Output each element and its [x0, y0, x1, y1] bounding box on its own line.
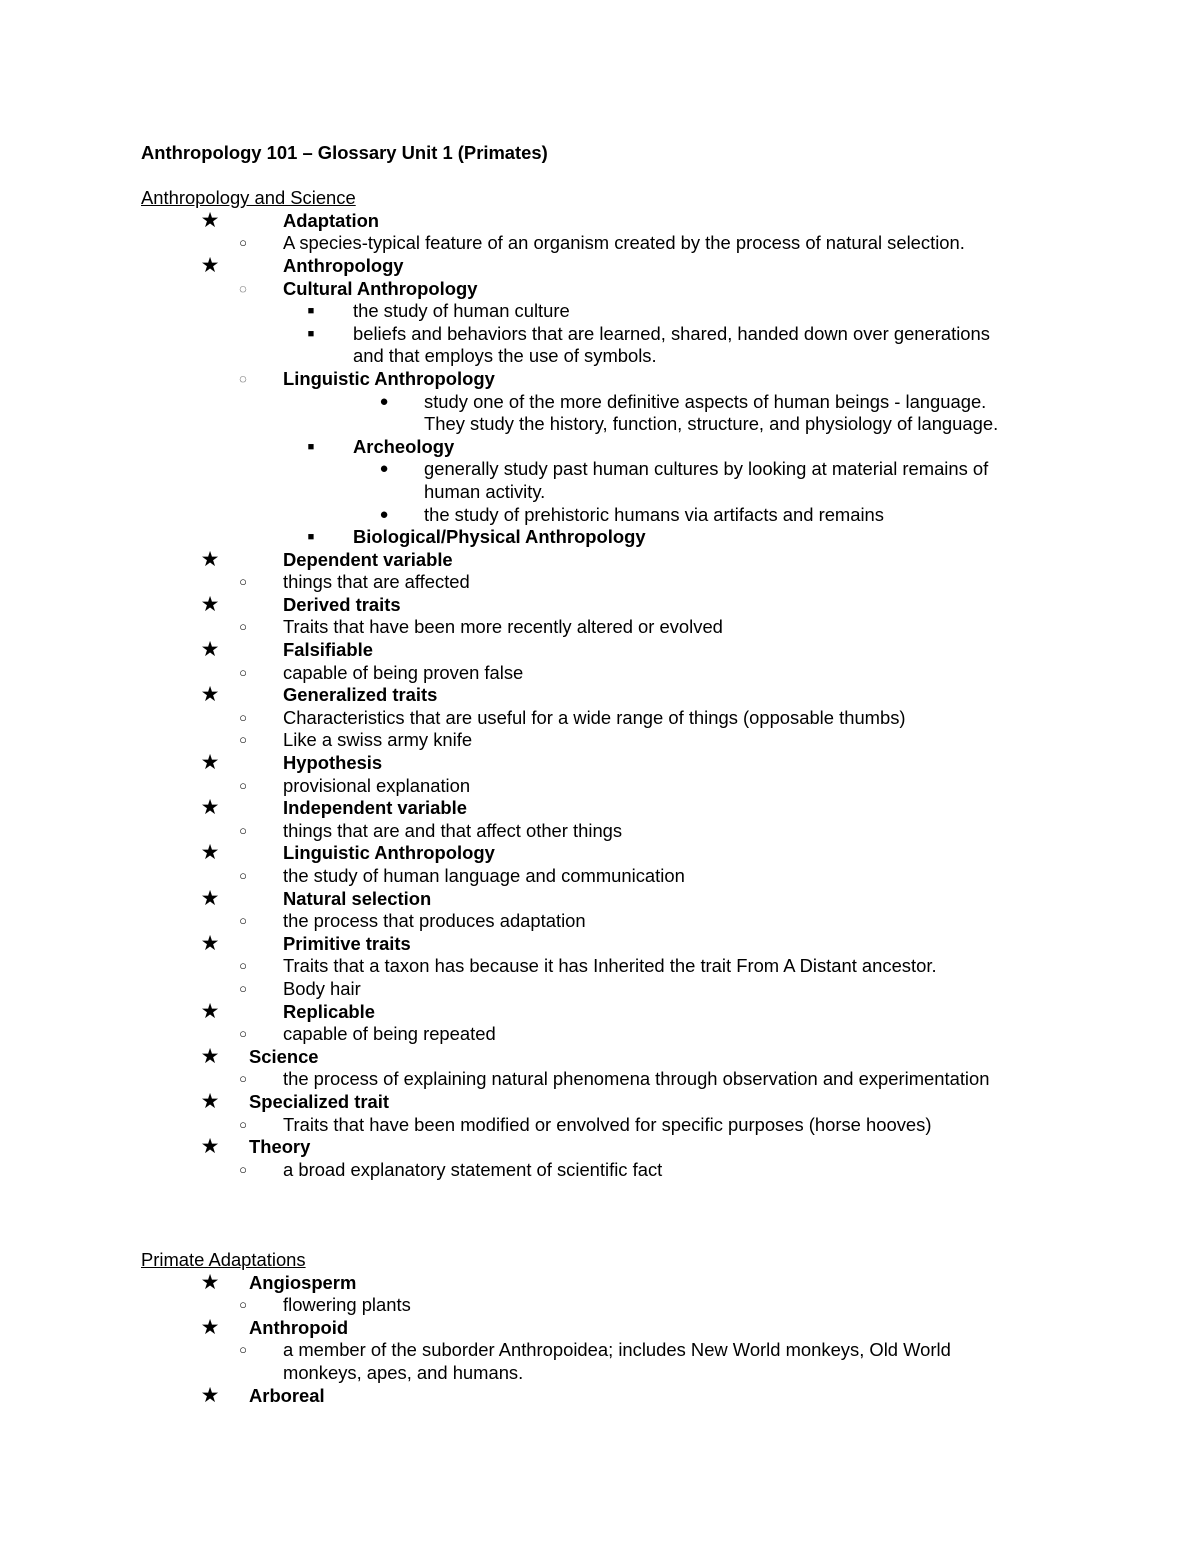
circle-bullet-icon: ○	[239, 958, 247, 974]
term-label: Arboreal	[249, 1384, 325, 1406]
star-bullet-icon: ★	[200, 886, 220, 910]
glossary-definition	[0, 571, 1200, 594]
term-label: Primitive traits	[283, 932, 411, 954]
glossary-definition	[0, 413, 1200, 436]
star-bullet-icon: ★	[200, 638, 220, 662]
circle-bullet-icon: ○	[239, 822, 247, 838]
star-bullet-icon: ★	[200, 1383, 220, 1407]
term-label: Biological/Physical Anthropology	[353, 526, 646, 548]
glossary-term	[0, 684, 1200, 707]
circle-bullet-icon: ○	[239, 1026, 247, 1042]
glossary-term	[0, 639, 1200, 662]
glossary-document	[0, 142, 1200, 1407]
blank-line	[0, 1204, 1200, 1227]
glossary-definition	[0, 1068, 1200, 1091]
circle-bullet-icon: ○	[239, 732, 247, 748]
term-label: Anthropology	[283, 254, 404, 276]
term-label: Adaptation	[283, 209, 380, 231]
term-label: Derived traits	[283, 593, 401, 615]
definition-text: the study of human language and communication	[283, 865, 685, 886]
glossary-definition	[0, 1339, 1200, 1362]
definition-text: capable of being repeated	[283, 1023, 496, 1045]
definition-text: provisional explanation	[283, 774, 471, 796]
term-label: Linguistic Anthropology	[283, 842, 495, 864]
square-bullet-icon: ■	[307, 305, 315, 318]
definition-text: Traits that have been modified or envolved for specific purposes (horse hooves)	[283, 1113, 932, 1135]
glossary-definition	[0, 865, 1200, 888]
circle-bullet-icon: ○	[239, 868, 247, 883]
glossary-definition	[0, 1294, 1200, 1317]
definition-text: flowering plants	[283, 1294, 411, 1316]
definition-text: things that are and that affect other things	[283, 819, 623, 841]
definition-text: human activity.	[424, 480, 546, 502]
glossary-term	[0, 888, 1200, 911]
star-bullet-icon: ★	[200, 841, 220, 865]
term-label: Dependent variable	[283, 548, 453, 570]
star-bullet-icon: ★	[200, 1044, 220, 1068]
circle-bullet-icon: ○	[239, 1161, 247, 1177]
glossary-term	[0, 752, 1200, 775]
glossary-term	[0, 436, 1200, 459]
glossary-definition	[0, 662, 1200, 685]
dot-bullet-icon: ●	[379, 505, 389, 523]
term-label: Natural selection	[283, 887, 432, 909]
term-label: Falsifiable	[283, 639, 373, 661]
definition-text: Body hair	[283, 977, 361, 999]
glossary-term	[0, 278, 1200, 301]
term-label: Anthropoid	[249, 1316, 349, 1338]
term-label: Independent variable	[283, 797, 467, 819]
section-heading: Anthropology and Science	[141, 187, 356, 209]
glossary-definition	[0, 481, 1200, 504]
definition-text: Like a swiss army knife	[283, 729, 473, 751]
circle-bullet-icon: ○	[239, 235, 247, 251]
star-bullet-icon: ★	[200, 253, 220, 277]
glossary-definition	[0, 1023, 1200, 1046]
definition-text: things that are affected	[283, 571, 470, 593]
definition-text: the study of human culture	[353, 300, 570, 322]
section-heading: Primate Adaptations	[141, 1249, 306, 1271]
definition-text: a member of the suborder Anthropoidea; includes New World monkeys, Old World	[283, 1339, 951, 1361]
glossary-term	[0, 1046, 1200, 1069]
glossary-term	[0, 1385, 1200, 1408]
definition-text: the process that produces adaptation	[283, 910, 586, 932]
term-label: Theory	[249, 1136, 311, 1158]
glossary-definition	[0, 323, 1200, 346]
circle-bullet-icon: ○	[239, 664, 247, 680]
star-bullet-icon: ★	[200, 751, 220, 775]
glossary-definition	[0, 232, 1200, 255]
term-label: Specialized trait	[249, 1090, 390, 1112]
dot-bullet-icon: ●	[379, 460, 389, 478]
definition-text: the study of prehistoric humans via artifacts and remains	[424, 503, 884, 525]
definition-text: a broad explanatory statement of scientific fact	[283, 1158, 663, 1180]
definition-text: capable of being proven false	[283, 661, 524, 683]
star-bullet-icon: ★	[200, 208, 220, 232]
square-bullet-icon: ■	[307, 531, 315, 544]
star-bullet-icon: ★	[200, 999, 220, 1023]
glossary-definition	[0, 910, 1200, 933]
circle-bullet-icon: ○	[239, 574, 247, 590]
definition-text: beliefs and behaviors that are learned, shared, handed down over generations	[353, 322, 990, 344]
term-label: Cultural Anthropology	[283, 277, 478, 299]
glossary-definition	[0, 504, 1200, 527]
glossary-definition	[0, 820, 1200, 843]
glossary-definition	[0, 300, 1200, 323]
glossary-definition	[0, 955, 1200, 978]
glossary-term	[0, 1091, 1200, 1114]
glossary-term	[0, 368, 1200, 391]
term-label: Science	[249, 1045, 319, 1067]
blank-line	[0, 165, 1200, 188]
circle-bullet-icon: ○	[239, 1342, 247, 1358]
glossary-definition	[0, 616, 1200, 639]
glossary-term	[0, 526, 1200, 549]
glossary-term	[0, 1136, 1200, 1159]
star-bullet-icon: ★	[200, 683, 220, 707]
circle-bullet-icon: ○	[239, 1297, 247, 1313]
star-bullet-icon: ★	[200, 1135, 220, 1159]
circle-bullet-icon: ○	[239, 619, 247, 635]
definition-text: A species-typical feature of an organism created by the process of natural selection.	[283, 232, 965, 254]
glossary-definition	[0, 707, 1200, 730]
star-bullet-icon: ★	[200, 796, 220, 820]
glossary-term	[0, 1272, 1200, 1295]
circle-bullet-icon: ○	[239, 913, 247, 929]
circle-dotted-bullet-icon: ◌	[239, 280, 247, 296]
star-bullet-icon: ★	[200, 1315, 220, 1339]
blank-line	[0, 1181, 1200, 1204]
definition-text: generally study past human cultures by looking at material remains of	[424, 458, 989, 480]
definition-text: monkeys, apes, and humans.	[283, 1362, 524, 1384]
glossary-definition	[0, 978, 1200, 1001]
dot-bullet-icon: ●	[379, 392, 389, 410]
definition-text: Traits that a taxon has because it has Inherited the trait From A Distant ancestor.	[283, 955, 937, 977]
glossary-term	[0, 210, 1200, 233]
star-bullet-icon: ★	[200, 931, 220, 955]
glossary-definition	[0, 1362, 1200, 1385]
page-title: Anthropology 101 – Glossary Unit 1 (Primates)	[141, 142, 548, 163]
glossary-term	[0, 549, 1200, 572]
glossary-definition	[0, 1114, 1200, 1137]
circle-dotted-bullet-icon: ◌	[239, 370, 247, 386]
definition-text: They study the history, function, structure, and physiology of language.	[424, 413, 999, 435]
glossary-definition	[0, 458, 1200, 481]
glossary-definition	[0, 1159, 1200, 1182]
definition-text: and that employs the use of symbols.	[353, 345, 657, 367]
glossary-definition	[0, 775, 1200, 798]
definition-text: the process of explaining natural phenomena through observation and experimentation	[283, 1068, 990, 1090]
square-bullet-icon: ■	[307, 327, 315, 340]
glossary-term	[0, 255, 1200, 278]
star-bullet-icon: ★	[200, 1270, 220, 1294]
term-label: Replicable	[283, 1000, 375, 1022]
definition-text: Traits that have been more recently altered or evolved	[283, 616, 723, 638]
glossary-term	[0, 797, 1200, 820]
term-label: Angiosperm	[249, 1271, 357, 1293]
definition-text: study one of the more definitive aspects of human beings - language.	[424, 390, 987, 412]
star-bullet-icon: ★	[200, 547, 220, 571]
term-label: Archeology	[353, 435, 455, 457]
definition-text: Characteristics that are useful for a wide range of things (opposable thumbs)	[283, 706, 906, 728]
glossary-term	[0, 1317, 1200, 1340]
circle-bullet-icon: ○	[239, 709, 247, 725]
glossary-definition	[0, 729, 1200, 752]
star-bullet-icon: ★	[200, 1089, 220, 1113]
glossary-definition	[0, 391, 1200, 414]
glossary-term	[0, 1001, 1200, 1024]
blank-line	[0, 1227, 1200, 1250]
circle-bullet-icon: ○	[239, 1116, 247, 1132]
glossary-term	[0, 594, 1200, 617]
circle-bullet-icon: ○	[239, 777, 247, 793]
term-label: Linguistic Anthropology	[283, 367, 495, 389]
circle-bullet-icon: ○	[239, 980, 247, 996]
square-bullet-icon: ■	[307, 440, 315, 453]
term-label: Generalized traits	[283, 684, 438, 706]
glossary-term	[0, 842, 1200, 865]
term-label: Hypothesis	[283, 752, 383, 774]
glossary-definition	[0, 345, 1200, 368]
star-bullet-icon: ★	[200, 592, 220, 616]
circle-bullet-icon: ○	[239, 1071, 247, 1087]
glossary-term	[0, 933, 1200, 956]
